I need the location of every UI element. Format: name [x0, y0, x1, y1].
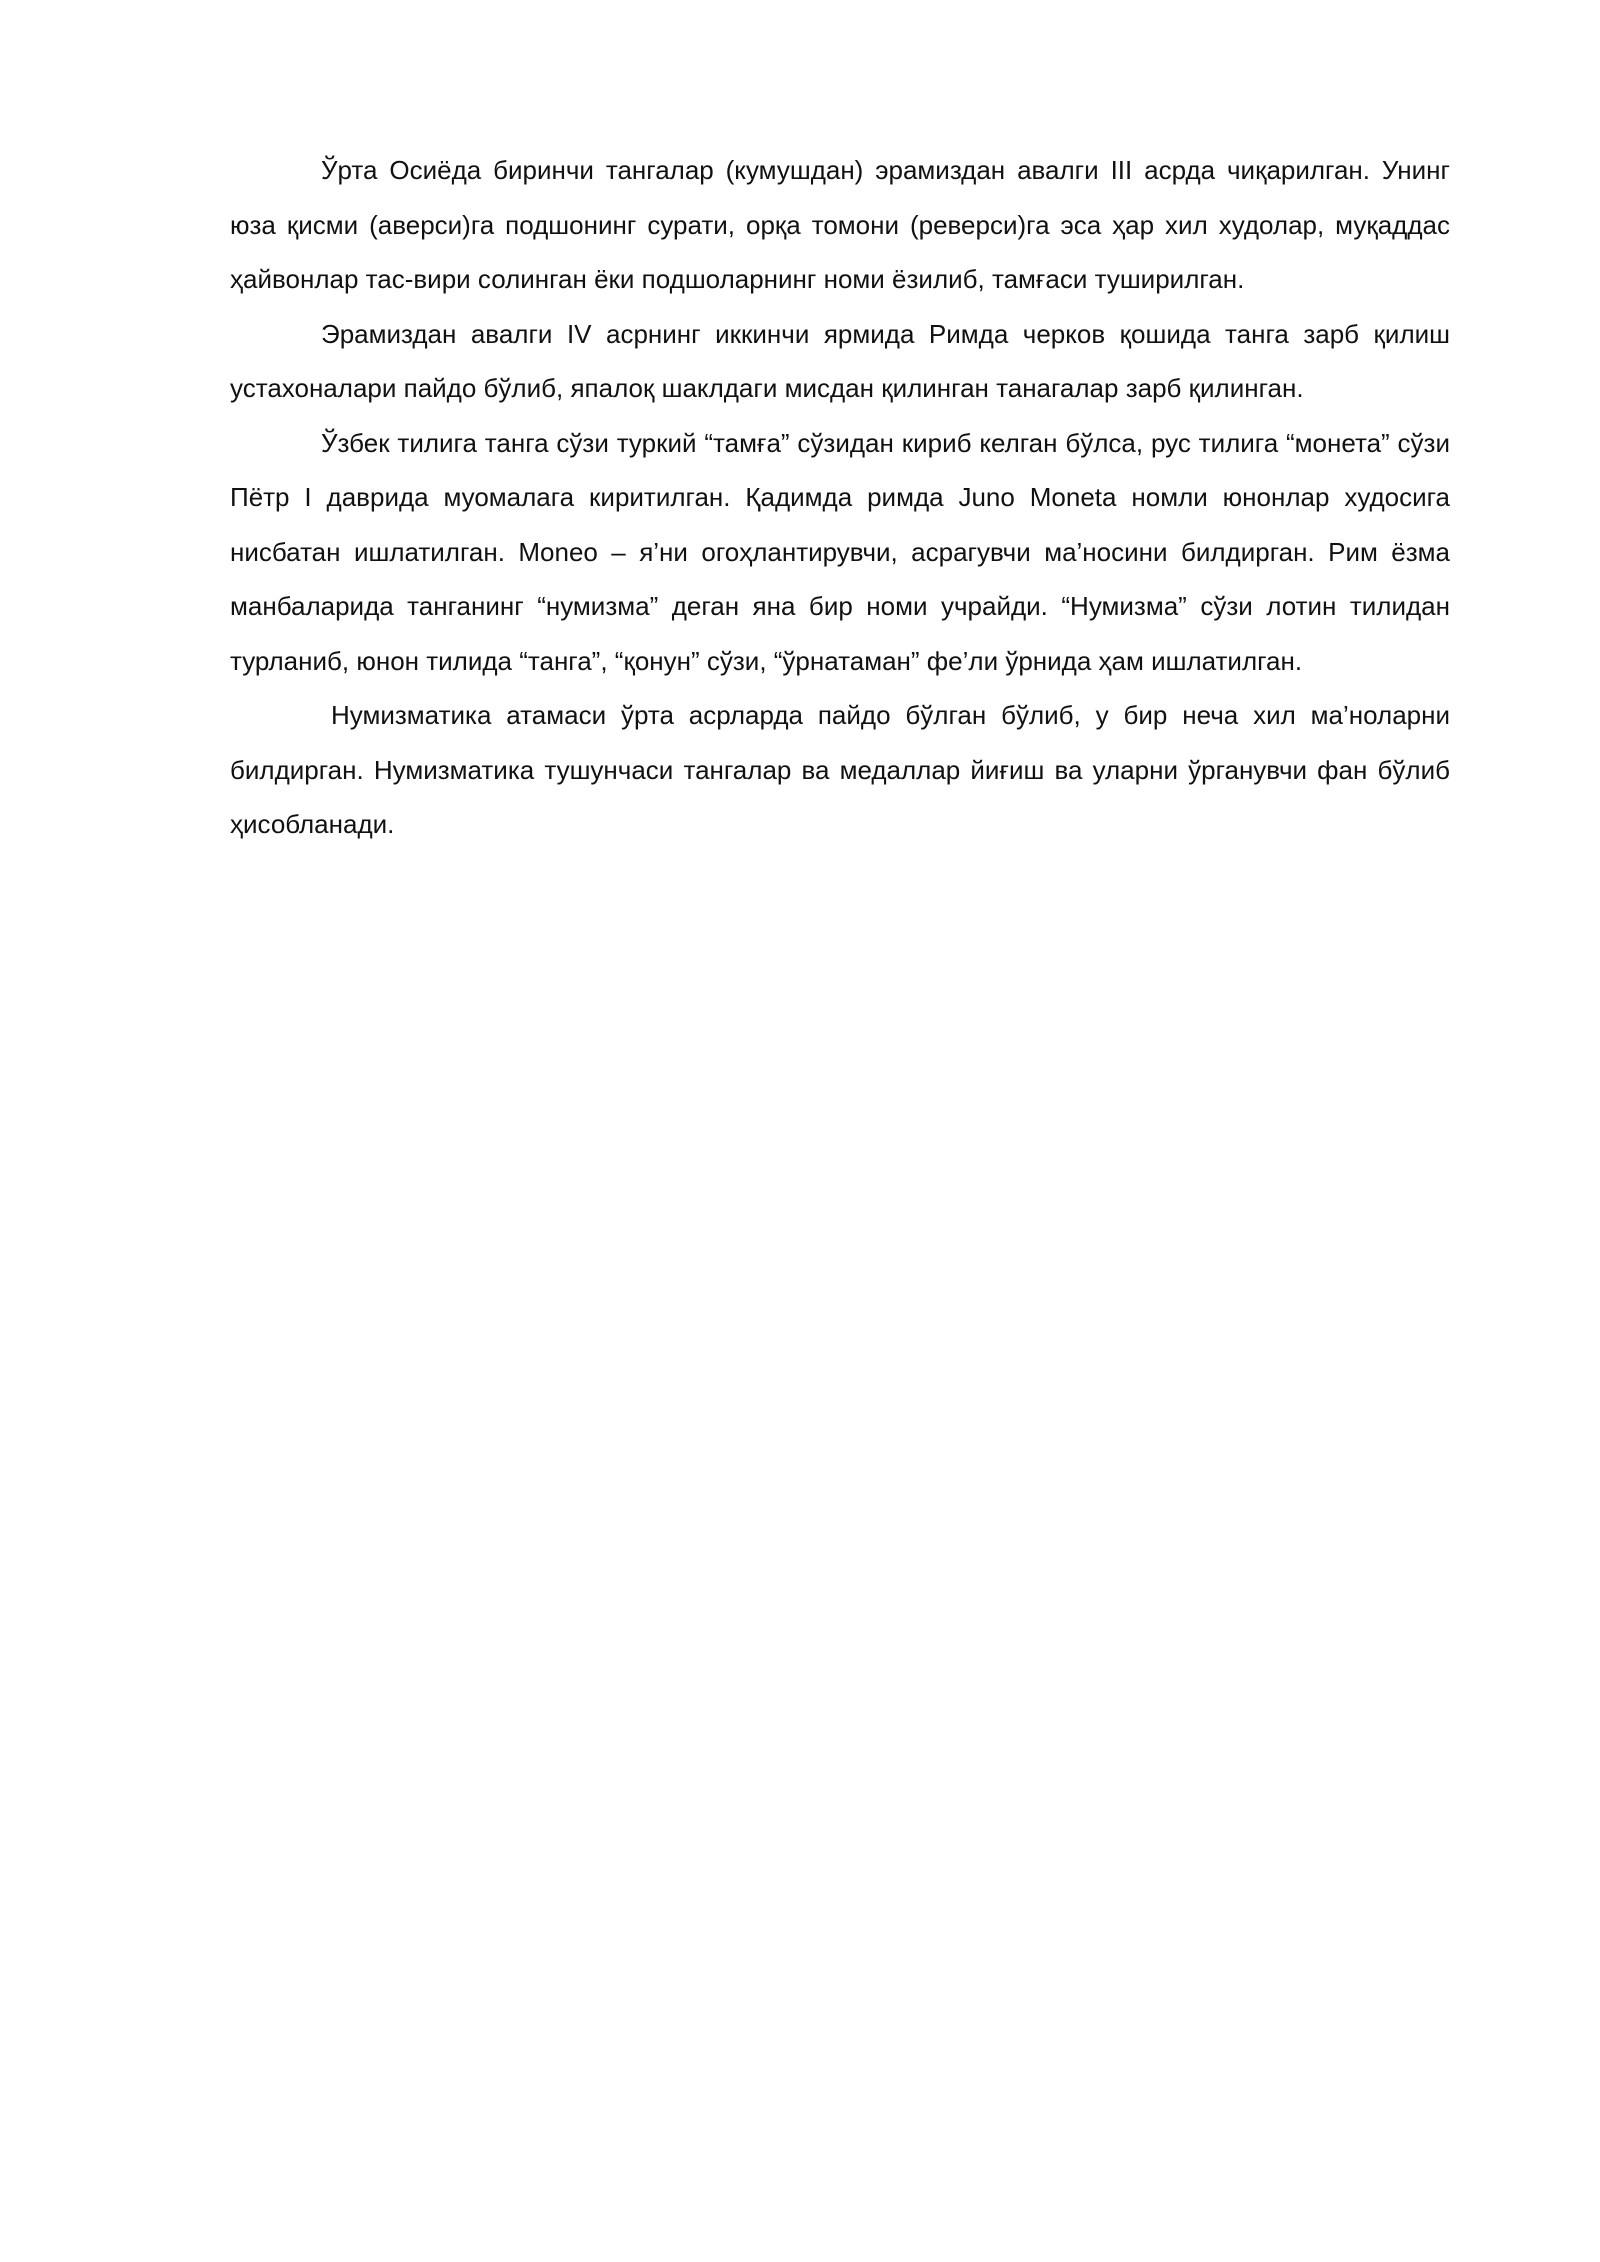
paragraph-rome-mints: Эрамиздан авалги IV асрнинг иккинчи ярмида Римда черков қошида танга зарб қилиш устахоналари пайдо бўлиб, япалоқ шаклдаги мисдан қилинган танагалар зарб қилинган.	[230, 318, 1450, 403]
paragraph-coins-central-asia: Ўрта Осиёда биринчи тангалар (кумушдан) эрамиздан авалги III асрда чиқарилган. Унинг юза қисми (аверси)га подшонинг сурати, орқа томони (реверси)га эса ҳар хил худолар, муқаддас ҳайвонлар тас-вири солинган ёки подшоларнинг номи ёзилиб, тамғаси туширилган.	[230, 155, 1450, 294]
paragraph-numismatics-term: Нумизматика атамаси ўрта асрларда пайдо бўлган бўлиб, у бир неча хил ма’ноларни билдирган. Нумизматика тушунчаси тангалар ва медаллар йиғиш ва уларни ўрганувчи фан бўлиб ҳисобланади.	[230, 700, 1450, 839]
document-body	[230, 143, 1450, 852]
paragraph-word-origin: Ўзбек тилига танга сўзи туркий “тамға” сўзидан кириб келган бўлса, рус тилига “монета” сўзи Пётр I даврида муомалага киритилган. Қадимда римда Juno Moneta номли юнонлар худосига нисбатан ишлатилган. Moneo – я’ни огоҳлантирувчи, асрагувчи ма’носини билдирган. Рим ёзма манбаларида танганинг “нумизма” деган яна бир номи учрайди. “Нумизма” сўзи лотин тилидан турланиб, юнон тилида “танга”, “қонун” сўзи, “ўрнатаман” фе’ли ўрнида ҳам ишлатилган.	[230, 427, 1450, 676]
